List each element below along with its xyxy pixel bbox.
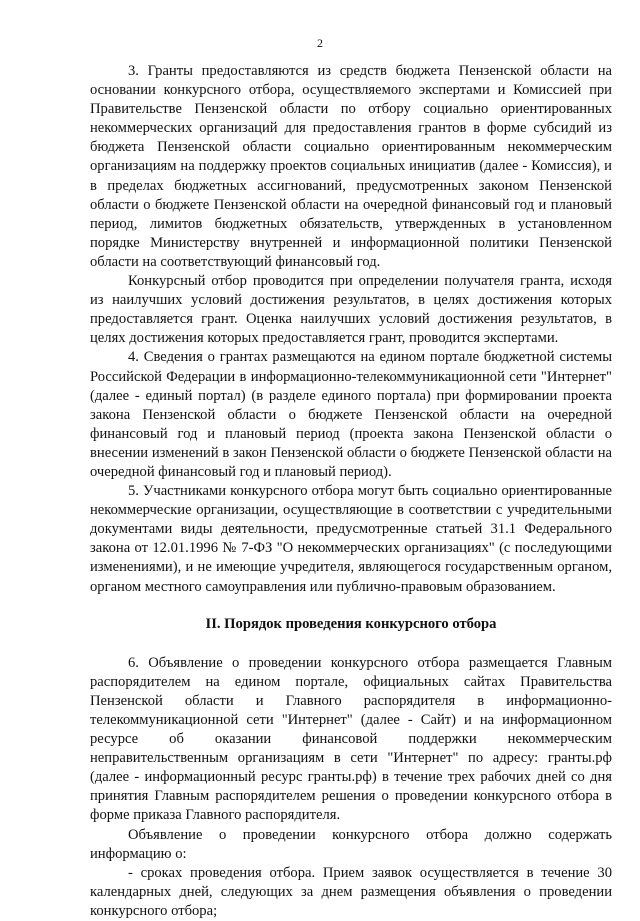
paragraph-4-grant-info: 4. Сведения о грантах размещаются на едином портале бюджетной системы Российской Федерации в информационно-телекоммуникационной сети "Интернет" (далее - единый портал) (в разделе единого портала) при формировании проекта закона Пензенской области о бюджете Пензенской области на очередной финансовый год и плановый период (проекта закона Пензенской области о внесении изменений в закон Пензенской области о бюджете Пензенской области на очередной финансовый год и плановый период). (90, 349, 612, 480)
paragraph-3-grants-funding: 3. Гранты предоставляются из средств бюджета Пензенской области на основании конкурсного отбора, осуществляемого экспертами и Комиссией при Правительстве Пензенской области по отбору социально ориентированных некоммерческих организаций для предоставления грантов в форме субсидий из бюджета Пензенской области социально ориентированным некоммерческим организациям на поддержку проектов социальных инициатив (далее - Комиссия), и в пределах бюджетных ассигнований, предусмотренных законом Пензенской области о бюджете Пензенской области на очередной финансовый год и плановый период, лимитов бюджетных обязательств, утвержденных в установленном порядке Министерству внутренней и информационной политики Пензенской области на соответствующий финансовый год. (90, 63, 612, 270)
paragraph-announcement-content: Объявление о проведении конкурсного отбора должно содержать информацию о: (90, 826, 612, 862)
document-body (90, 62, 612, 921)
paragraph-competition-selection: Конкурсный отбор проводится при определении получателя гранта, исходя из наилучших условий достижения результатов, в целях достижения которых предоставляется грант. Оценка наилучших условий достижения результатов, в целях достижения которых предоставляется грант, проводится экспертами. (90, 273, 612, 347)
paragraph-selection-terms: - сроках проведения отбора. Прием заявок осуществляется в течение 30 календарных дней, следующих за днем размещения объявления о проведении конкурсного отбора; (90, 864, 612, 919)
paragraph-5-participants: 5. Участниками конкурсного отбора могут быть социально ориентированные некоммерческие организации, осуществляющие в соответствии с учредительными документами виды деятельности, предусмотренные статьей 31.1 Федерального закона от 12.01.1996 № 7-ФЗ "О некоммерческих организациях" (с последующими изменениями), и не имеющие учредителя, являющегося государственным органом, органом местного самоуправления или публично-правовым образованием. (90, 483, 612, 595)
section-title: II. Порядок проведения конкурсного отбора (205, 615, 497, 632)
page-number: 2 (317, 36, 323, 50)
paragraph-6-announcement: 6. Объявление о проведении конкурсного отбора размещается Главным распорядителем на едином портале, официальных сайтах Правительства Пензенской области и Главного распорядителя в информационно-телекоммуникационной сети "Интернет" (далее - Сайт) и на информационном ресурсе об оказании финансовой поддержки некоммерческим неправительственным организациям в сети "Интернет" по адресу: гранты.рф (далее - информационный ресурс гранты.рф) в течение трех рабочих дней со дня принятия Главным распорядителем решения о проведении конкурсного отбора в форме приказа Главного распорядителя. (90, 654, 612, 824)
